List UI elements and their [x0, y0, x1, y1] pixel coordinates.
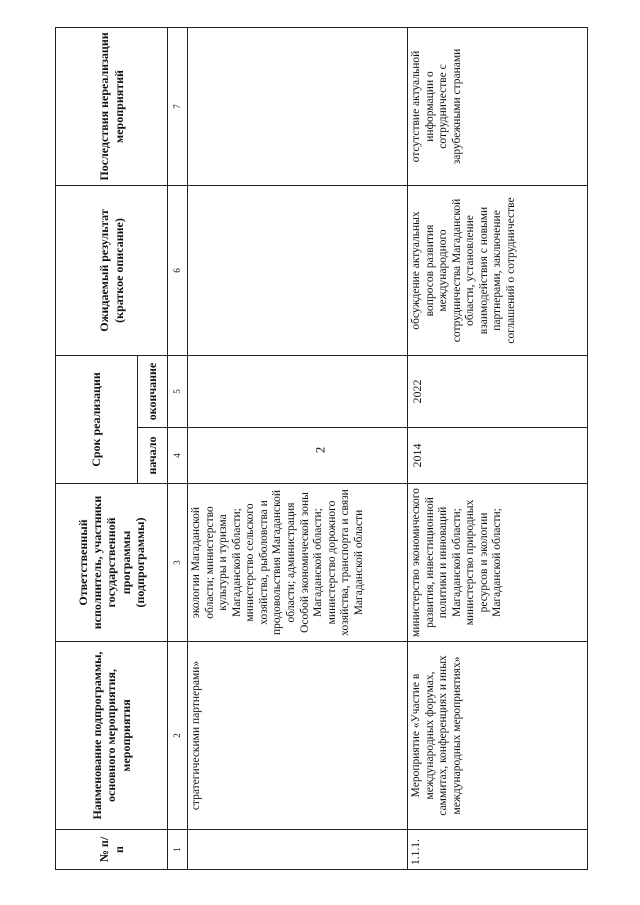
row-num [188, 830, 408, 870]
column-number: 3 [168, 484, 188, 642]
table-row [188, 27, 408, 869]
rotated-table-wrapper [55, 28, 587, 870]
column-number: 6 [168, 185, 188, 355]
row-num: 1.1.1. [408, 830, 588, 870]
header-row [56, 27, 138, 869]
header-consequences: Последствия нереализации мероприятий [56, 27, 168, 185]
header-name: Наименование подпрограммы, основного мероприятия, мероприятия [56, 642, 168, 830]
column-number: 7 [168, 27, 188, 185]
column-number: 4 [168, 428, 188, 484]
header-executor: Ответственный исполнитель, участники государственной программы (подпрограммы) [56, 484, 168, 642]
header-end: окончание [138, 355, 168, 427]
column-number: 1 [168, 830, 188, 870]
page-number-text: 2 [312, 446, 327, 454]
header-result: Ожидаемый результат (краткое описание) [56, 185, 168, 355]
row-result: обсуждение актуальных вопросов развития международного сотрудничества Магаданской области, установление взаимодействия с новыми партнерами, заключение соглашений о сотрудничестве [408, 185, 588, 355]
row-executor: экологии Магаданской области; министерство культуры и туризма Магаданской области; министерство сельского хозяйства, рыболовства и продовольствия Магаданской области; администрация Особой экономической зоны Магаданской области; министерство дорожного хозяйства, транспорта и связи Магаданской области [188, 484, 408, 642]
row-end: 2022 [408, 355, 588, 427]
row-start [188, 428, 408, 484]
header-term: Срок реализации [56, 355, 138, 483]
header-num: № п/п [56, 830, 168, 870]
row-name: стратегическими партнерами» [188, 642, 408, 830]
row-result [188, 185, 408, 355]
row-start: 2014 [408, 428, 588, 484]
row-end [188, 355, 408, 427]
table-row [408, 27, 588, 869]
row-consequences: отсутствие актуальной информации о сотрудничестве с зарубежными странами [408, 27, 588, 185]
row-consequences [188, 27, 408, 185]
row-executor: министерство экономического развития, инвестиционной политики и инноваций Магаданской области; министерство природных ресурсов и экологии Магаданской области; [408, 484, 588, 642]
row-name: Мероприятие «Участие в международных форумах, саммитах, конференциях и иных международных мероприятиях» [408, 642, 588, 830]
program-events-table [55, 27, 588, 870]
column-numbers-row [168, 27, 188, 869]
column-number: 5 [168, 355, 188, 427]
header-start: начало [138, 428, 168, 484]
column-number: 2 [168, 642, 188, 830]
